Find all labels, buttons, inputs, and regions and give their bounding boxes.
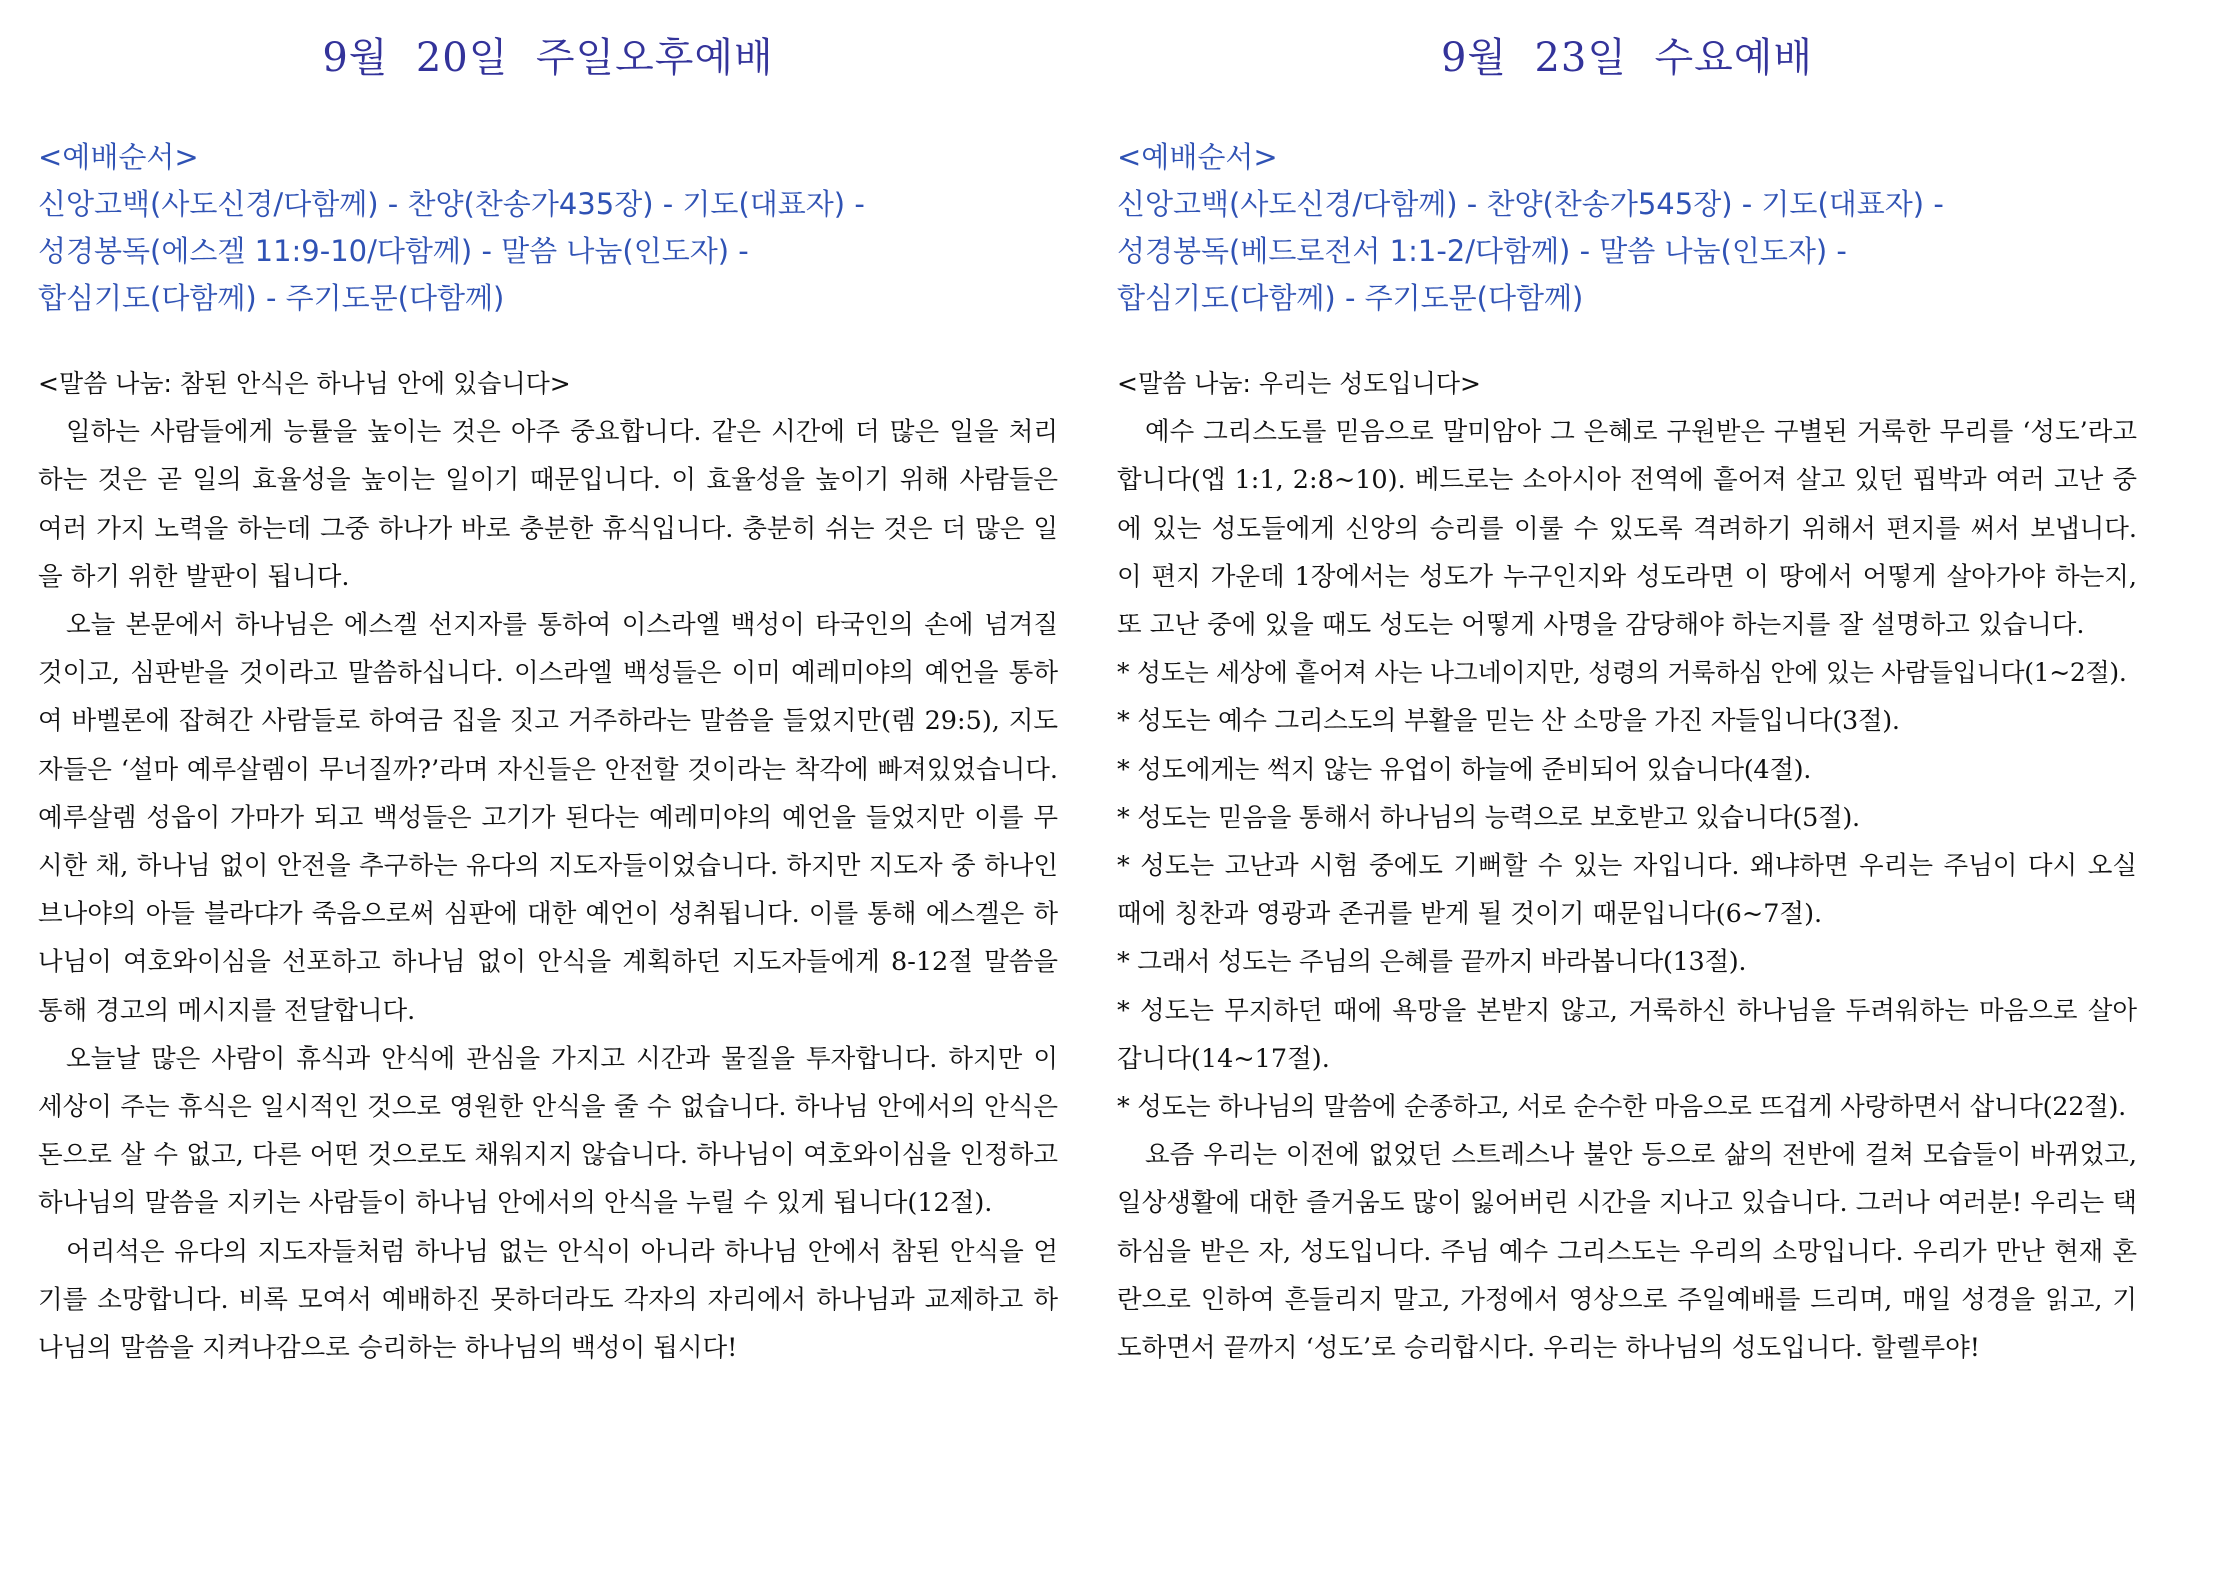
- worship-order-line: 신앙고백(사도신경/다함께) - 찬양(찬송가545장) - 기도(대표자) -: [1117, 187, 1944, 221]
- worship-order-line: 성경봉독(베드로전서 1:1-2/다함께) - 말씀 나눔(인도자) -: [1117, 234, 1847, 268]
- worship-order-line: 합심기도(다함께) - 주기도문(다함께): [38, 281, 505, 315]
- bullet-item: * 성도는 믿음을 통해서 하나님의 능력으로 보호받고 있습니다(5절).: [1117, 802, 1860, 833]
- bullet-item: * 성도는 예수 그리스도의 부활을 믿는 산 소망을 가진 자들입니다(3절).: [1117, 706, 1900, 737]
- bullet-item: * 그래서 성도는 주님의 은혜를 끝까지 바라봅니다(13절).: [1117, 947, 1747, 978]
- sermon-heading: <말씀 나눔: 참된 안식은 하나님 안에 있습니다>: [38, 369, 571, 398]
- bullet-item: * 성도는 무지하던 때에 욕망을 본받지 않고, 거룩하신 하나님을 두려워하는 마음으로 살아갑니다(14~17절).: [1117, 995, 2137, 1074]
- sermon-section: [1117, 360, 2137, 1372]
- bullet-item: * 성도는 하나님의 말씀에 순종하고, 서로 순수한 마음으로 뜨겁게 사랑하면서 삽니다(22절).: [1117, 1092, 2126, 1123]
- sermon-paragraph: 오늘 본문에서 하나님은 에스겔 선지자를 통하여 이스라엘 백성이 타국인의 손에 넘겨질 것이고, 심판받을 것이라고 말씀하십니다. 이스라엘 백성들은 이미 예레미야의 예언을 통하여 바벨론에 잡혀간 사람들로 하여금 집을 짓고 거주하라는 말씀을 들었지만(렘 29:5), 지도자들은 ‘설마 예루살렘이 무너질까?’라며 자신들은 안전할 것이라는 착각에 빠져있었습니다. 예루살렘 성읍이 가마가 되고 백성들은 고기가 된다는 예레미야의 예언을 들었지만 이를 무시한 채, 하나님 없이 안전을 추구하는 유다의 지도자들이었습니다. 하지만 지도자 중 하나인 브나야의 아들 블라댜가 죽음으로써 심판에 대한 예언이 성취됩니다. 이를 통해 에스겔은 하나님이 여호와이심을 선포하고 하나님 없이 안식을 계획하던 지도자들에게 8-12절 말씀을 통해 경고의 메시지를 전달합니다.: [38, 610, 1058, 1026]
- left-column: [38, 0, 1058, 1372]
- worship-order-line: 합심기도(다함께) - 주기도문(다함께): [1117, 281, 1584, 315]
- sermon-section: [38, 360, 1058, 1372]
- right-column: [1117, 0, 2137, 1372]
- sermon-paragraph: 예수 그리스도를 믿음으로 말미암아 그 은혜로 구원받은 구별된 거룩한 무리를 ‘성도’라고 합니다(엡 1:1, 2:8~10). 베드로는 소아시아 전역에 흩어져 살고 있던 핍박과 여러 고난 중에 있는 성도들에게 신앙의 승리를 이룰 수 있도록 격려하기 위해서 편지를 써서 보냅니다. 이 편지 가운데 1장에서는 성도가 누구인지와 성도라면 이 땅에서 어떻게 살아가야 하는지, 또 고난 중에 있을 때도 성도는 어떻게 사명을 감당해야 하는지를 잘 설명하고 있습니다.: [1117, 417, 2137, 641]
- sermon-paragraph: 요즘 우리는 이전에 없었던 스트레스나 불안 등으로 삶의 전반에 걸쳐 모습들이 바뀌었고, 일상생활에 대한 즐거움도 많이 잃어버린 시간을 지나고 있습니다. 그러나 여러분! 우리는 택하심을 받은 자, 성도입니다. 주님 예수 그리스도는 우리의 소망입니다. 우리가 만난 현재 혼란으로 인하여 흔들리지 말고, 가정에서 영상으로 주일예배를 드리며, 매일 성경을 읽고, 기도하면서 끝까지 ‘성도’로 승리합시다. 우리는 하나님의 성도입니다. 할렐루야!: [1117, 1140, 2137, 1364]
- service-title: 9월 23일 수요예배: [1440, 35, 1814, 81]
- worship-order: [1117, 134, 2137, 322]
- worship-order-line: 성경봉독(에스겔 11:9-10/다함께) - 말씀 나눔(인도자) -: [38, 234, 749, 268]
- bullet-item: * 성도는 세상에 흩어져 사는 나그네이지만, 성령의 거룩하심 안에 있는 사람들입니다(1~2절).: [1117, 658, 2127, 688]
- service-title: 9월 20일 주일오후예배: [322, 35, 774, 81]
- bullet-item: * 성도는 고난과 시험 중에도 기뻐할 수 있는 자입니다. 왜냐하면 우리는 주님이 다시 오실 때에 칭찬과 영광과 존귀를 받게 될 것이기 때문입니다(6~7절).: [1117, 851, 2137, 930]
- sermon-paragraph: 오늘날 많은 사람이 휴식과 안식에 관심을 가지고 시간과 물질을 투자합니다. 하지만 이 세상이 주는 휴식은 일시적인 것으로 영원한 안식을 줄 수 없습니다. 하나님 안에서의 안식은 돈으로 살 수 없고, 다른 어떤 것으로도 채워지지 않습니다. 하나님이 여호와이심을 인정하고 하나님의 말씀을 지키는 사람들이 하나님 안에서의 안식을 누릴 수 있게 됩니다(12절).: [38, 1043, 1058, 1219]
- worship-order-line: 신앙고백(사도신경/다함께) - 찬양(찬송가435장) - 기도(대표자) -: [38, 187, 865, 221]
- sermon-paragraph: 어리석은 유다의 지도자들처럼 하나님 없는 안식이 아니라 하나님 안에서 참된 안식을 얻기를 소망합니다. 비록 모여서 예배하진 못하더라도 각자의 자리에서 하나님과 교제하고 하나님의 말씀을 지켜나감으로 승리하는 하나님의 백성이 됩시다!: [38, 1236, 1058, 1364]
- worship-order-heading: <예배순서>: [38, 140, 199, 174]
- worship-order: [38, 134, 1058, 322]
- sermon-paragraph: 일하는 사람들에게 능률을 높이는 것은 아주 중요합니다. 같은 시간에 더 많은 일을 처리하는 것은 곧 일의 효율성을 높이는 일이기 때문입니다. 이 효율성을 높이기 위해 사람들은 여러 가지 노력을 하는데 그중 하나가 바로 충분한 휴식입니다. 충분히 쉬는 것은 더 많은 일을 하기 위한 발판이 됩니다.: [38, 417, 1058, 592]
- worship-order-heading: <예배순서>: [1117, 140, 1278, 174]
- sermon-heading: <말씀 나눔: 우리는 성도입니다>: [1117, 369, 1481, 398]
- bullet-item: * 성도에게는 썩지 않는 유업이 하늘에 준비되어 있습니다(4절).: [1117, 754, 1812, 785]
